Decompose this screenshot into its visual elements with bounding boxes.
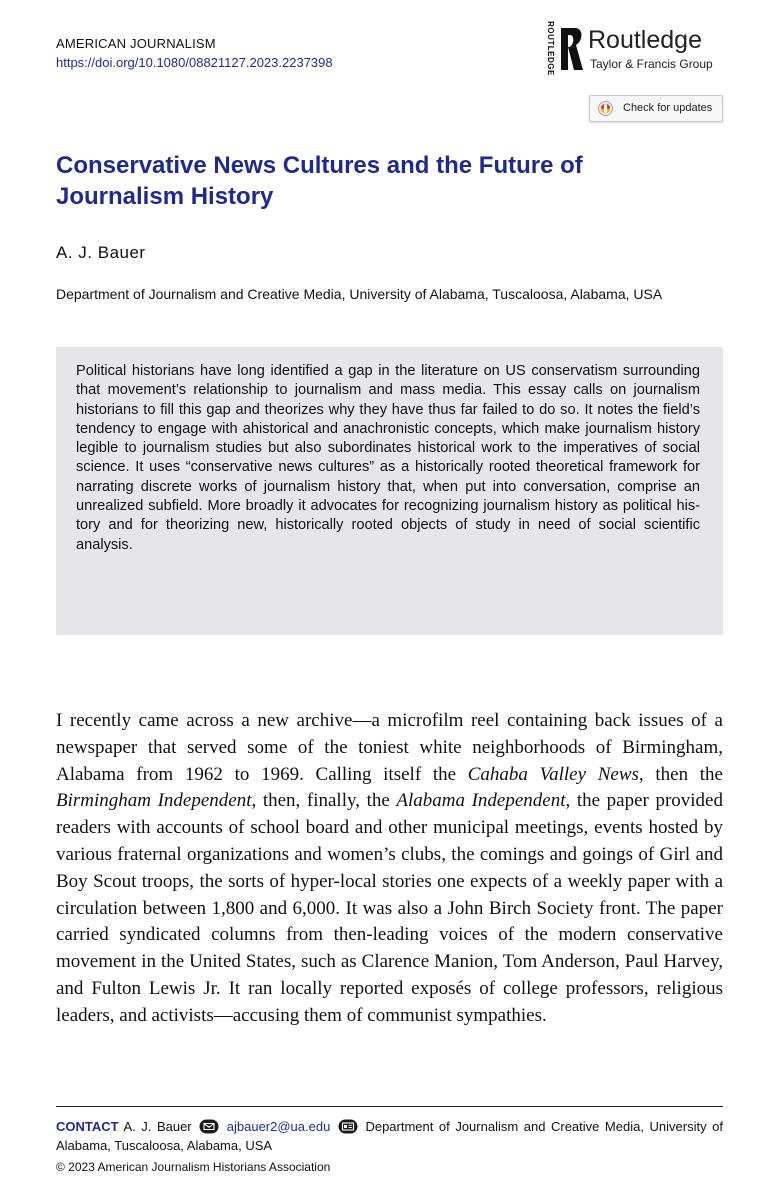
check-for-updates-label: Check for updates [623,102,713,114]
contact-email[interactable]: ajbauer2@ua.edu [226,1119,331,1134]
author-affiliation: Department of Journalism and Creative Media, University of Alabama, Tuscaloosa, Alabama, USA [56,286,663,302]
routledge-r-logo-icon [557,26,585,72]
newspaper-name-birmingham: Birmingham Independent [56,790,252,812]
body-text-segment: , then, finally, the [251,790,397,812]
body-paragraph [56,708,723,1030]
body-text-segment: , the paper provided readers with accounts of school board and other municipal meetings, events hosted by various fraternal organizations and women’s clubs, the comings and goings of Girl and Boy Scout troops, the sorts of hyper-local stories one expects of a weekly paper with a circulation between 1,800 and 6,000. It was also a John Birch Society front. The paper carried syndicated columns from then-leading voices of the modern conservative movement in the United States, such as Clarence Manion, Tom Anderson, Paul Harvey, and Fulton Lewis Jr. It ran locally reported exposés of college professors, religious leaders, and activists—accusing them of communist sympathies. [56,790,723,1026]
newspaper-name-alabama: Alabama Independent [396,790,566,812]
publisher-vertical-label: ROUTLEDGE [545,21,555,76]
publisher-group: Taylor & Francis Group [590,57,713,71]
footnote-rule [56,1106,723,1107]
doi-link[interactable]: https://doi.org/10.1080/08821127.2023.2237398 [56,55,333,70]
body-text-segment: I recently came across a new archive—a microfilm reel containing back issues of a newspaper that served some of the toniest white neighborhoods of Birmingham, Alabama from 1962 to 1969. Calling itself the [56,710,723,785]
crossmark-icon [598,101,613,116]
email-icon [199,1119,219,1134]
contact-address: Department of Journalism and Creative Media, University of Alabama, Tuscaloosa, Alabama, USA [56,1119,723,1153]
body-text-segment: , then the [638,763,723,785]
abstract-text: Political historians have long identified a gap in the literature on US conservatism surrounding that movement’s relationship to journalism and mass media. This essay calls on journalism historians to fill this gap and theorizes why they have thus far failed to do so. It notes the field’s tendency to engage with ahistorical and anachronistic concepts, which make journalism history legible to journalism studies but also subordinates historical work to the imperatives of social science. It uses “conservative news cultures” as a historically rooted theoretical framework for narrating discrete works of journalism history that, when put into conversation, comprise an unrealized subfield. More broadly it advocates for recognizing journalism history as political history and for theorizing new, historically rooted objects of study in need of social scientific analysis. [76,363,700,553]
contact-block [56,1117,723,1155]
contact-name: A. J. Bauer [123,1119,192,1134]
publisher-name: Routledge [588,26,702,54]
journal-name: AMERICAN JOURNALISM [56,36,216,51]
newspaper-name-cahaba: Cahaba Valley News [467,763,639,785]
copyright-notice: © 2023 American Journalism Historians Association [56,1160,331,1174]
article-title: Conservative News Cultures and the Future of Journalism History [56,152,583,210]
address-icon [338,1119,358,1134]
abstract-box [56,347,723,635]
contact-label: CONTACT [56,1119,119,1134]
author-name: A. J. Bauer [56,243,146,262]
publisher-logo [541,21,726,76]
check-for-updates-button[interactable] [589,95,723,122]
